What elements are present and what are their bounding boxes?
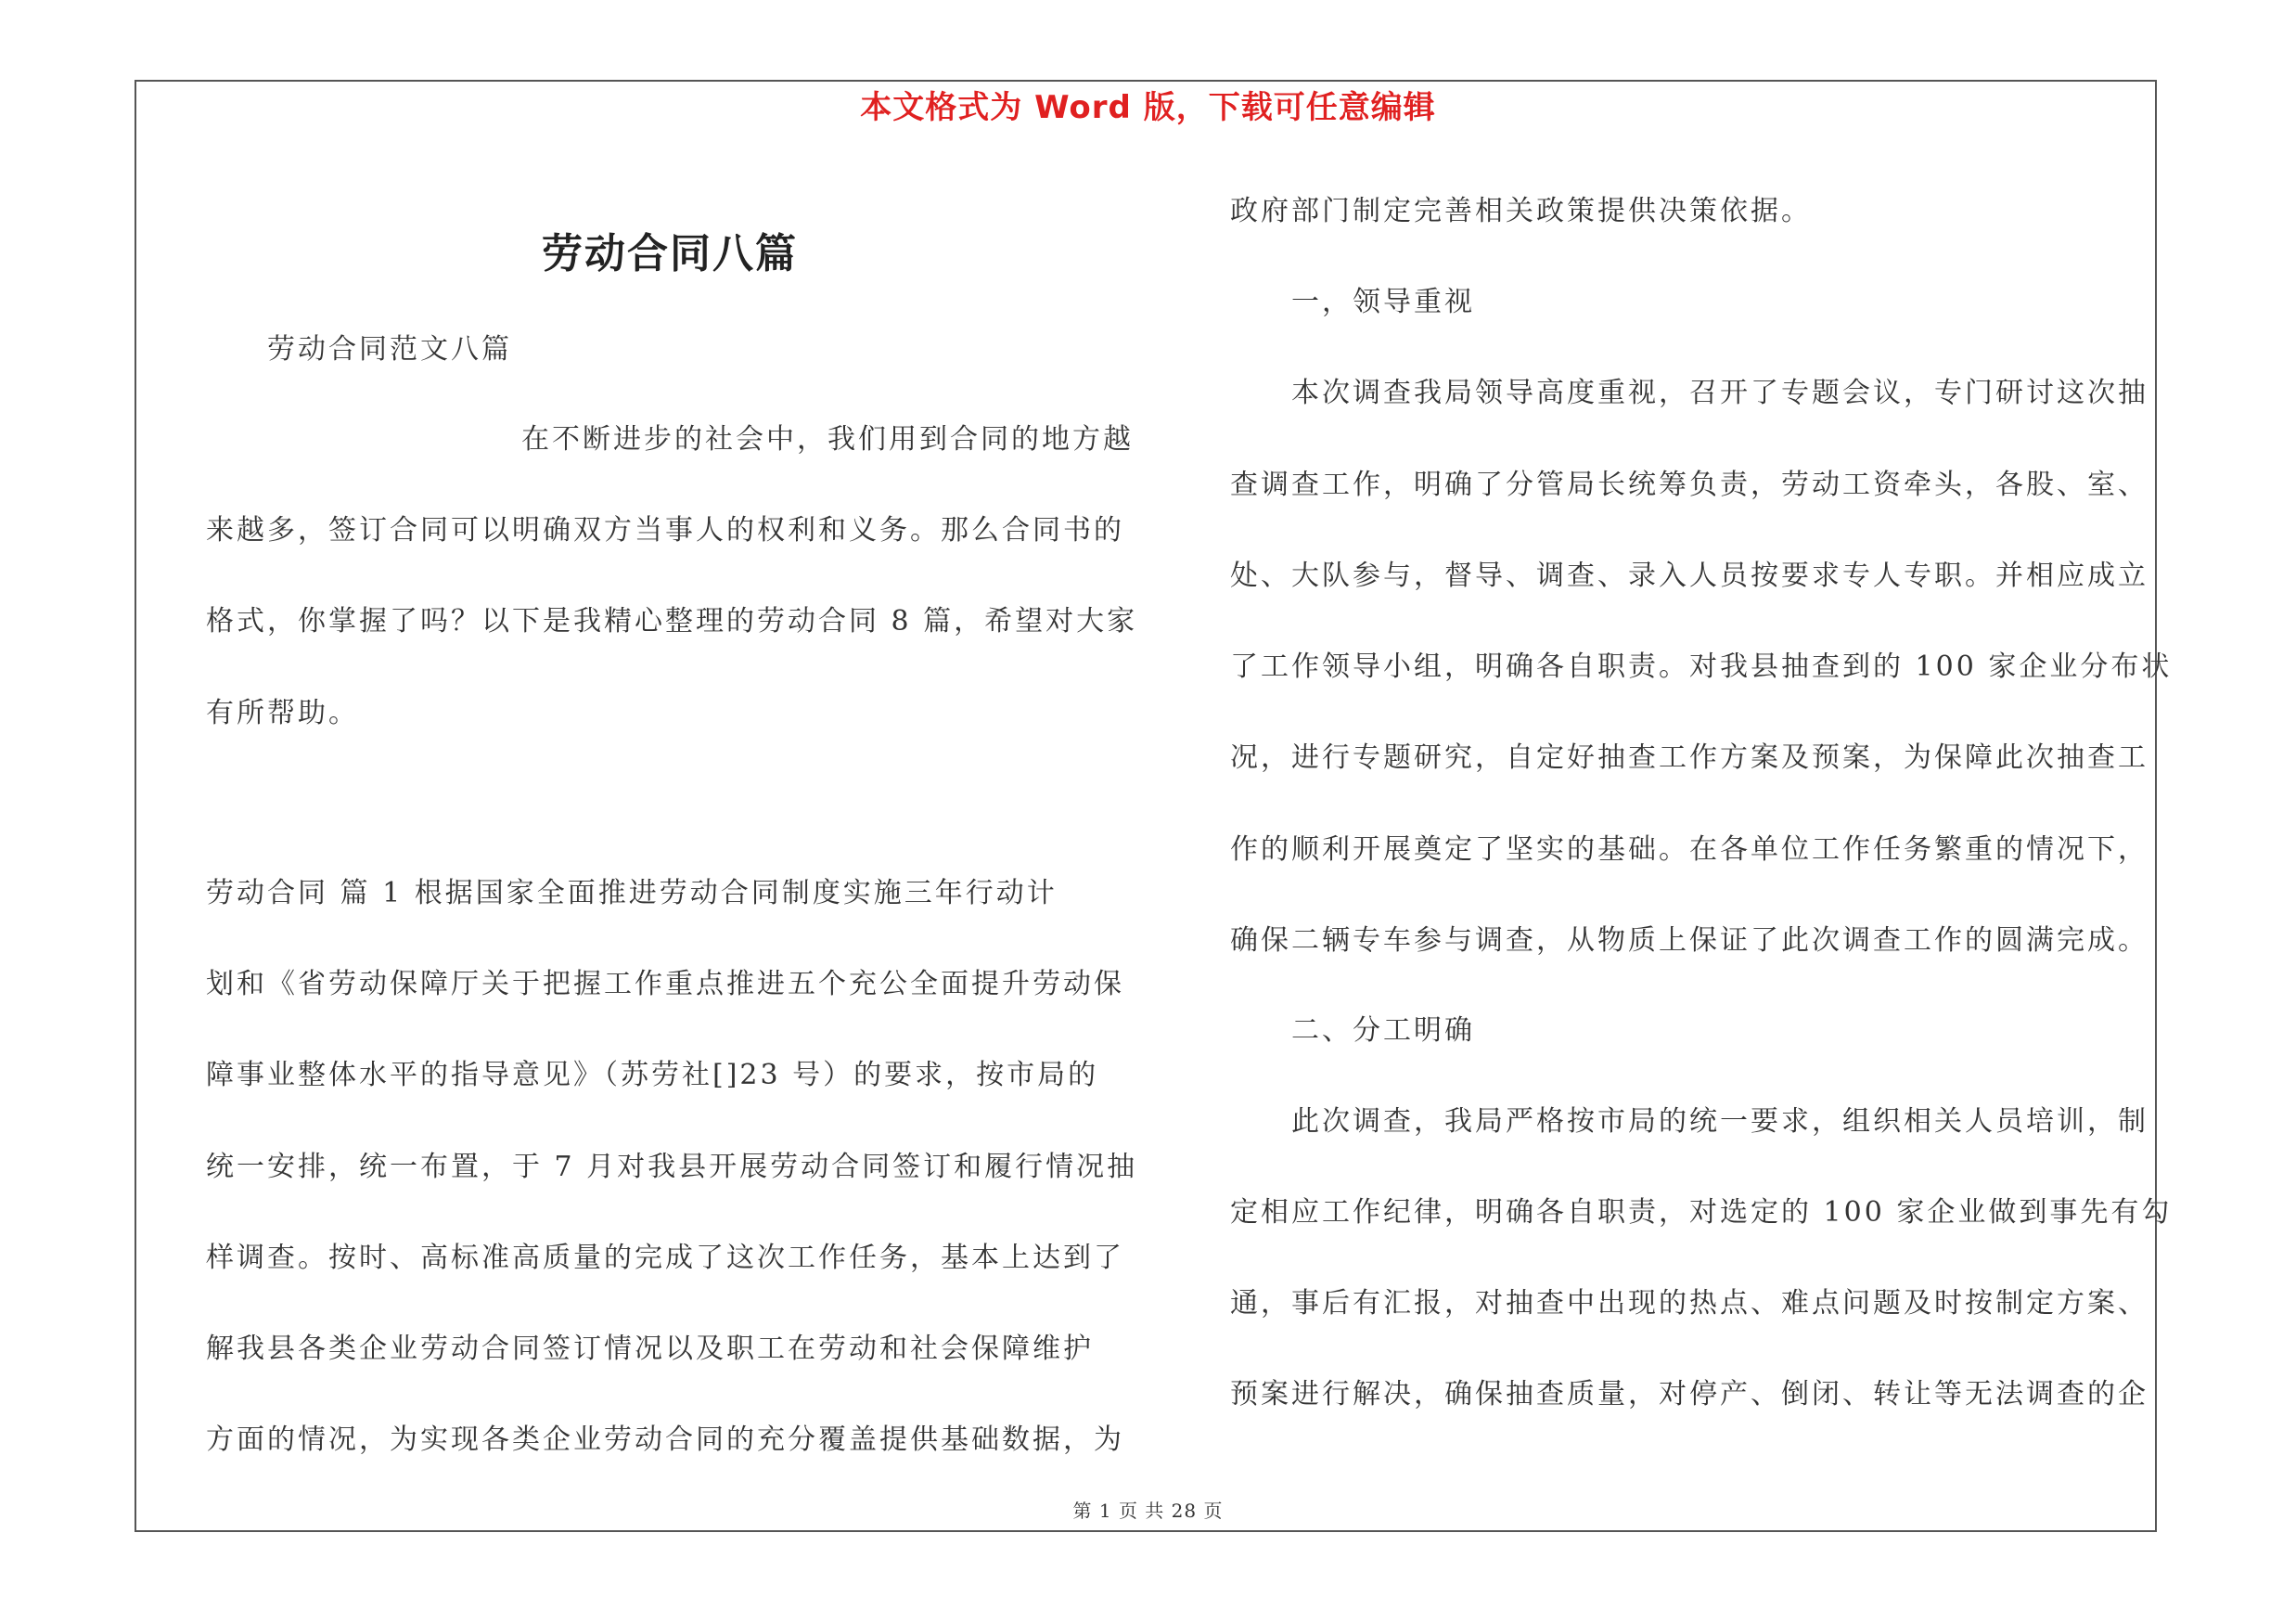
- paragraph-line: 政府部门制定完善相关政策提供决策依据。: [1230, 195, 1812, 227]
- paragraph-line: 解我县各类企业劳动合同签订情况以及职工在劳动和社会保障维护: [206, 1333, 1094, 1365]
- paragraph-line: 来越多，签订合同可以明确双方当事人的权利和义务。那么合同书的: [206, 514, 1124, 547]
- paragraph-line: 有所帮助。: [206, 697, 359, 729]
- section-heading: 二、分工明确: [1291, 1014, 1475, 1047]
- paragraph-line: 划和《省劳动保障厅关于把握工作重点推进五个充公全面提升劳动保: [206, 968, 1124, 1000]
- paragraph-line: 处、大队参与，督导、调查、录入人员按要求专人专职。并相应成立: [1230, 560, 2148, 592]
- paragraph-line: 障事业整体水平的指导意见》（苏劳社[]23 号）的要求，按市局的: [206, 1059, 1099, 1091]
- paragraph-line: 确保二辆专车参与调查，从物质上保证了此次调查工作的圆满完成。: [1230, 924, 2148, 957]
- paragraph-line: 在不断进步的社会中，我们用到合同的地方越: [521, 423, 1134, 456]
- paragraph-line: 查调查工作，明确了分管局长统筹负责，劳动工资牵头，各股、室、: [1230, 469, 2148, 501]
- paragraph-line: 况，进行专题研究，自定好抽查工作方案及预案，为保障此次抽查工: [1230, 741, 2148, 774]
- page-number-footer: 第 1 页 共 28 页: [1072, 1500, 1224, 1522]
- paragraph-line: 通，事后有汇报，对抽查中出现的热点、难点问题及时按制定方案、: [1230, 1287, 2148, 1320]
- paragraph-line: 格式，你掌握了吗？以下是我精心整理的劳动合同 8 篇，希望对大家: [206, 605, 1138, 638]
- paragraph-line: 方面的情况，为实现各类企业劳动合同的充分覆盖提供基础数据，为: [206, 1423, 1124, 1456]
- paragraph-line: 本次调查我局领导高度重视，召开了专题会议，专门研讨这次抽: [1291, 377, 2148, 409]
- editable-banner: 本文格式为 Word 版，下载可任意编辑: [860, 89, 1436, 126]
- paragraph-line: 样调查。按时、高标准高质量的完成了这次工作任务，基本上达到了: [206, 1242, 1124, 1274]
- section-heading: 一，领导重视: [1291, 286, 1475, 318]
- paragraph-line: 了工作领导小组，明确各自职责。对我县抽查到的 100 家企业分布状: [1230, 650, 2173, 683]
- paragraph-line: 定相应工作纪律，明确各自职责，对选定的 100 家企业做到事先有勾: [1230, 1196, 2173, 1229]
- paragraph-line: 预案进行解决，确保抽查质量，对停产、倒闭、转让等无法调查的企: [1230, 1378, 2148, 1410]
- paragraph-line: 此次调查，我局严格按市局的统一要求，组织相关人员培训，制: [1291, 1105, 2148, 1138]
- section-heading-line: 劳动合同 篇 1 根据国家全面推进劳动合同制度实施三年行动计: [206, 877, 1058, 909]
- subtitle-line: 劳动合同范文八篇: [267, 333, 512, 366]
- paragraph-line: 统一安排，统一布置，于 7 月对我县开展劳动合同签订和履行情况抽: [206, 1151, 1138, 1183]
- document-title: 劳动合同八篇: [542, 230, 798, 277]
- paragraph-line: 作的顺利开展奠定了坚实的基础。在各单位工作任务繁重的情况下，: [1230, 833, 2148, 866]
